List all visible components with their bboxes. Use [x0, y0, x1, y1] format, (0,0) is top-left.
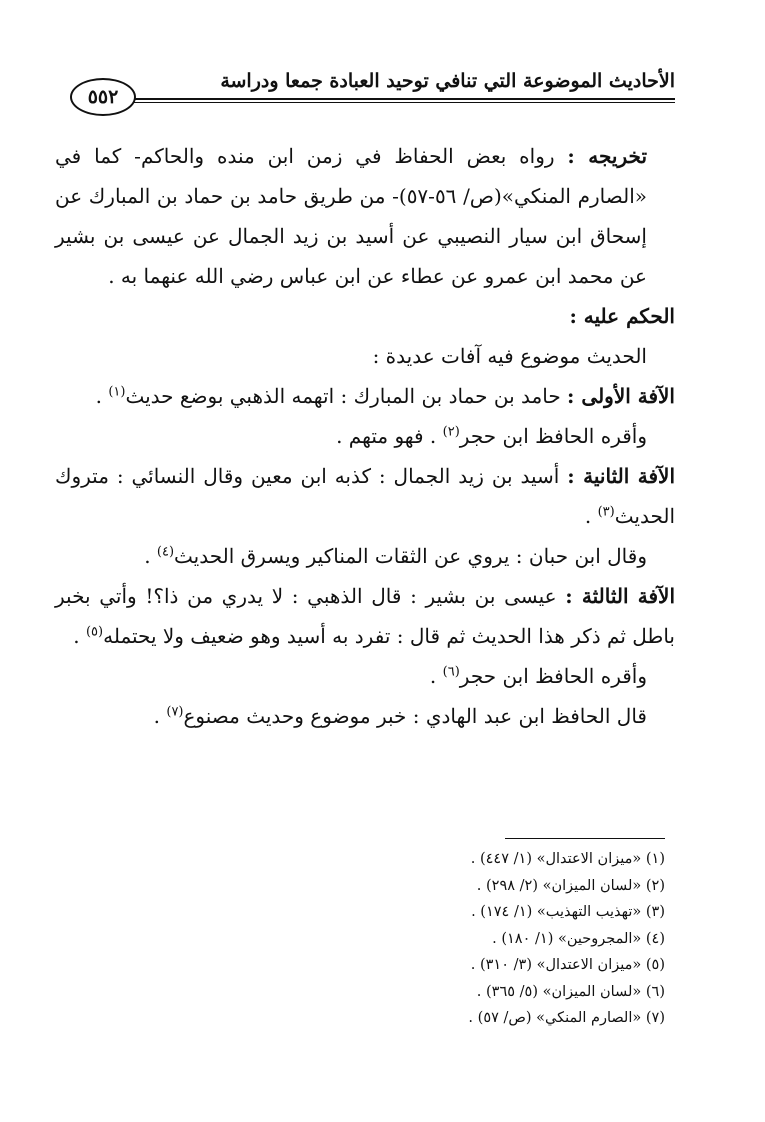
footnote-item: (٢) «لسان الميزان» (٢/ ٢٩٨) . — [476, 877, 665, 894]
footnote-ref-4[interactable]: (٤) — [156, 544, 175, 560]
ibn-abd-alhadi-text: قال الحافظ ابن عبد الهادي : خبر موضوع وحديث مصنوع — [183, 704, 647, 728]
footnote-ref-1[interactable]: (١) — [108, 384, 126, 400]
takhrij-paragraph — [55, 136, 675, 296]
first-confirm-text: وأقره الحافظ ابن حجر — [459, 424, 647, 448]
footnote-item: (٧) «الصارم المنكي» (ص/ ٥٧) . — [468, 1010, 665, 1026]
header-rule-thin — [130, 102, 675, 103]
takhrij-text: رواه بعض الحفاظ في زمن ابن منده والحاكم- كما في «الصارم المنكي»(ص/ ٥٦-٥٧)- من طريق حامد بن حماد بن المبارك عن إسحاق ابن سيار النصيبي عن أسيد بن زيد الجمال عن عيسى بن بشير عن محمد ابن عمرو عن عطاء عن ابن عباس رضي الله عنهما به . — [55, 144, 647, 288]
third-defect-end: . — [73, 624, 86, 648]
footnote-item: (٣) «تهذيب التهذيب» (١/ ١٧٤) . — [471, 904, 665, 920]
ibn-hibban-text: وقال ابن حبان : يروي عن الثقات المناكير ويسرق الحديث — [174, 544, 647, 568]
footnote-ref-2[interactable]: (٢) — [442, 424, 460, 440]
second-defect — [55, 456, 675, 536]
first-defect-label: الآفة الأولى : — [567, 384, 675, 408]
footnote-item: (١) «ميزان الاعتدال» (١/ ٤٤٧) . — [470, 851, 665, 867]
first-confirm-end: . فهو متهم . — [336, 424, 443, 448]
second-defect-label: الآفة الثانية : — [567, 464, 676, 488]
main-text — [55, 136, 675, 736]
footnote-ref-3[interactable]: (٣) — [597, 504, 615, 520]
ibn-hibban-end: . — [144, 544, 157, 568]
first-defect-confirm — [55, 416, 675, 456]
hukm-heading: الحكم عليه : — [569, 304, 675, 328]
hukm-intro: الحديث موضوع فيه آفات عديدة : — [372, 344, 647, 368]
ibn-abd-alhadi-end: . — [153, 704, 167, 728]
first-defect-text: حامد بن حماد بن المبارك : اتهمه الذهبي بوضع حديث — [125, 384, 561, 408]
third-defect — [55, 576, 675, 656]
header-rule — [130, 98, 675, 100]
footnote-item: (٤) «المجروحين» (١/ ١٨٠) . — [492, 930, 665, 947]
footnote-ref-6[interactable]: (٦) — [442, 664, 460, 680]
footnote-item: (٦) «لسان الميزان» (٥/ ٣٦٥) . — [476, 983, 665, 1000]
footnote-item: (٥) «ميزان الاعتدال» (٣/ ٣١٠) . — [470, 957, 665, 973]
ibn-abd-alhadi-quote — [55, 696, 675, 736]
book-title: الأحاديث الموضوعة التي تنافي توحيد العبادة جمعا ودراسة — [220, 70, 675, 92]
first-defect — [55, 376, 675, 416]
footnote-ref-7[interactable]: (٧) — [166, 704, 184, 720]
footnotes-list — [105, 846, 665, 1032]
footnote-ref-5[interactable]: (٥) — [85, 624, 104, 640]
first-defect-end: . — [95, 384, 109, 408]
running-header — [70, 64, 675, 108]
second-defect-end: . — [584, 504, 598, 528]
third-confirm-end: . — [429, 664, 443, 688]
footnote-separator — [505, 838, 665, 839]
third-confirm-text: وأقره الحافظ ابن حجر — [459, 664, 647, 688]
second-defect-text: أسيد بن زيد الجمال : كذبه ابن معين وقال النسائي : متروك الحديث — [55, 464, 675, 528]
ibn-hibban-quote — [55, 536, 675, 576]
page-number: ٥٥٢ — [70, 78, 136, 116]
third-defect-text: عيسى بن بشير : قال الذهبي : لا يدري من ذا؟! وأتي بخبر باطل ثم ذكر هذا الحديث ثم قال : تفرد به أسيد وهو ضعيف ولا يحتمله — [55, 584, 675, 648]
takhrij-label: تخريجه : — [567, 144, 648, 168]
third-defect-label: الآفة الثالثة : — [565, 584, 676, 608]
third-defect-confirm — [55, 656, 675, 696]
